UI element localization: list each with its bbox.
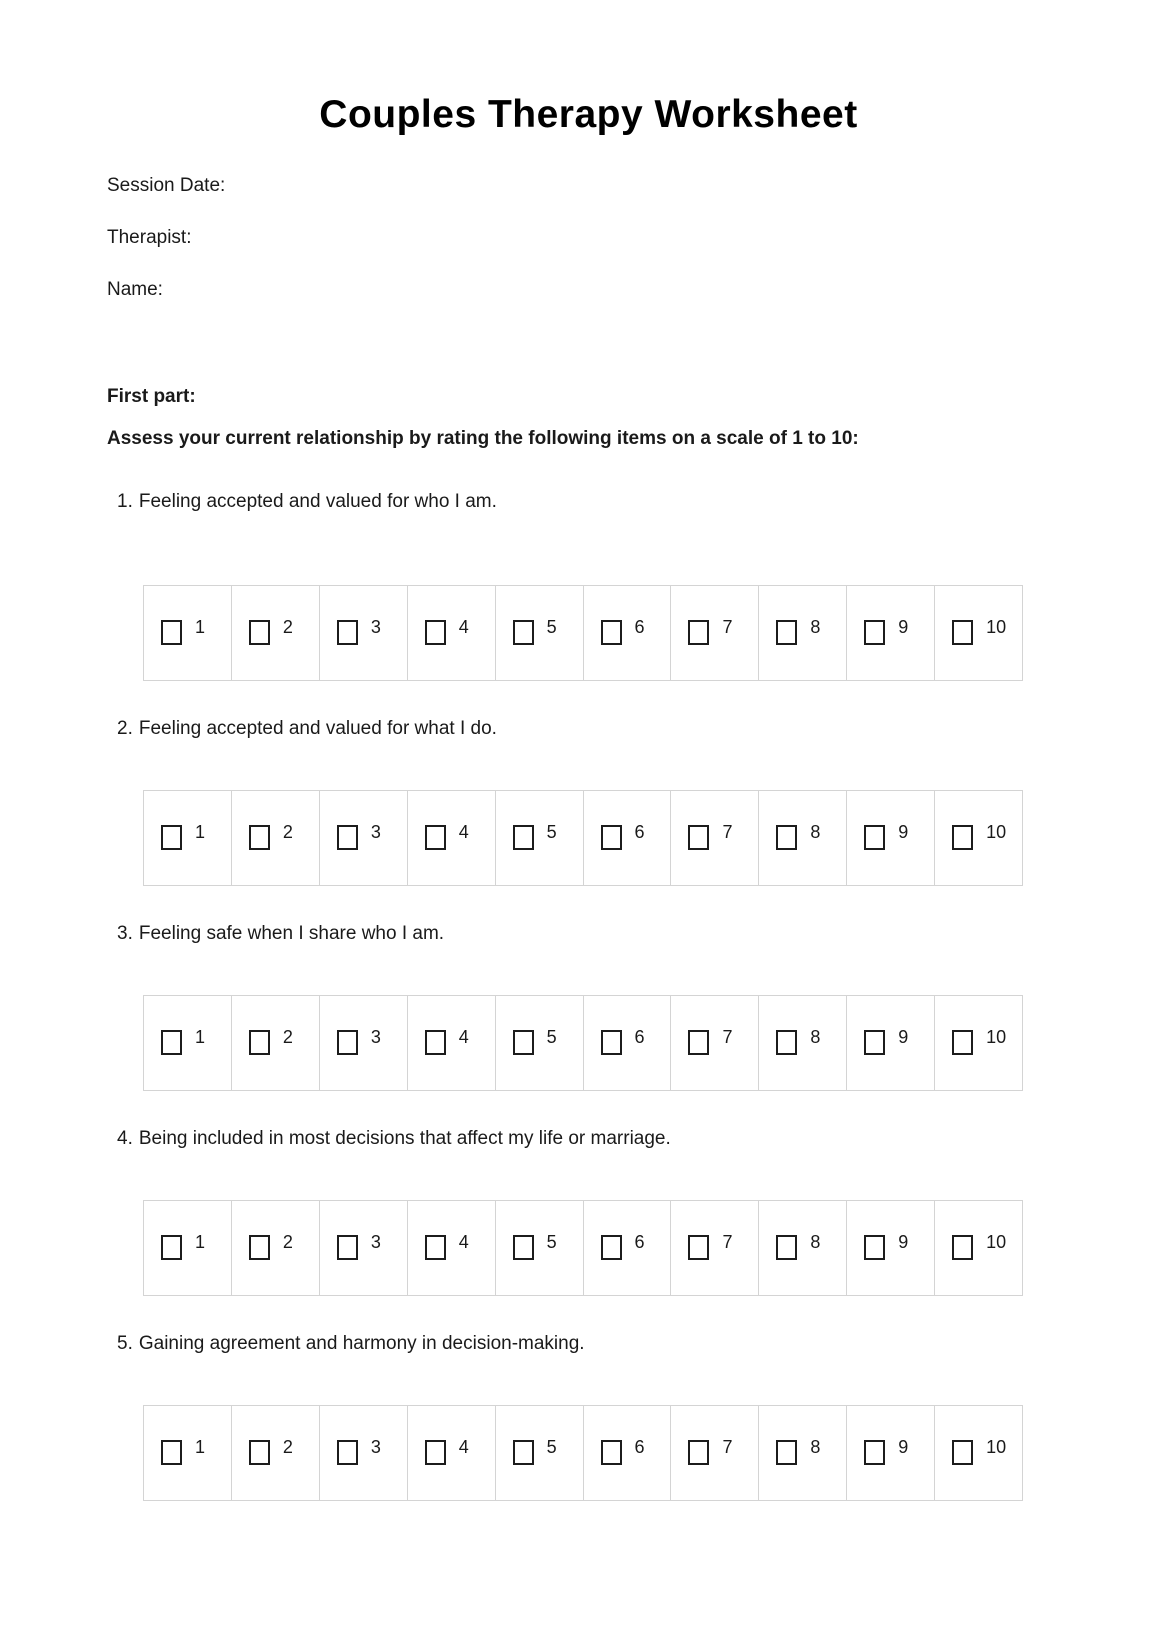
rating-value-label: 8 bbox=[810, 617, 821, 638]
section-instruction: Assess your current relationship by rating the following items on a scale of 1 to 10: bbox=[107, 427, 859, 449]
rating-cell bbox=[934, 1406, 1022, 1500]
rating-cell bbox=[934, 1201, 1022, 1295]
checkbox-icon[interactable] bbox=[864, 1030, 885, 1055]
rating-cell bbox=[407, 586, 495, 680]
checkbox-icon[interactable] bbox=[688, 620, 709, 645]
rating-cell bbox=[670, 996, 758, 1090]
rating-cell bbox=[758, 1406, 846, 1500]
item-number: 4. bbox=[117, 1127, 133, 1149]
page-title: Couples Therapy Worksheet bbox=[319, 93, 858, 136]
rating-cell bbox=[144, 1406, 231, 1500]
rating-cell bbox=[231, 586, 319, 680]
rating-value-label: 4 bbox=[458, 1027, 469, 1048]
rating-cell bbox=[231, 996, 319, 1090]
checkbox-icon[interactable] bbox=[337, 1440, 358, 1465]
item-text: Gaining agreement and harmony in decision-making. bbox=[138, 1332, 585, 1354]
rating-value-label: 2 bbox=[282, 1232, 293, 1253]
rating-cell bbox=[231, 791, 319, 885]
checkbox-icon[interactable] bbox=[601, 825, 622, 850]
rating-cell bbox=[144, 791, 231, 885]
item-number: 2. bbox=[117, 717, 133, 739]
rating-cell bbox=[934, 586, 1022, 680]
rating-item-label bbox=[107, 492, 1070, 511]
checkbox-icon[interactable] bbox=[425, 1440, 446, 1465]
checkbox-icon[interactable] bbox=[601, 1030, 622, 1055]
checkbox-icon[interactable] bbox=[249, 620, 270, 645]
checkbox-icon[interactable] bbox=[952, 1440, 973, 1465]
checkbox-icon[interactable] bbox=[864, 1235, 885, 1260]
rating-cell bbox=[144, 586, 231, 680]
rating-value-label: 2 bbox=[282, 1027, 293, 1048]
checkbox-icon[interactable] bbox=[688, 1235, 709, 1260]
rating-scale-table bbox=[143, 1200, 1023, 1296]
rating-cell bbox=[670, 586, 758, 680]
rating-value-label: 3 bbox=[370, 1437, 381, 1458]
meta-fields bbox=[107, 176, 1070, 299]
rating-item bbox=[107, 1129, 1070, 1296]
rating-value-label: 8 bbox=[810, 1437, 821, 1458]
rating-cell bbox=[319, 586, 407, 680]
checkbox-icon[interactable] bbox=[425, 1030, 446, 1055]
item-number: 5. bbox=[117, 1332, 133, 1354]
rating-value-label: 5 bbox=[546, 1027, 557, 1048]
rating-item-label bbox=[107, 1334, 1070, 1353]
checkbox-icon[interactable] bbox=[337, 825, 358, 850]
rating-scale-table bbox=[143, 790, 1023, 886]
rating-cell bbox=[144, 1201, 231, 1295]
checkbox-icon[interactable] bbox=[337, 620, 358, 645]
rating-value-label: 1 bbox=[195, 617, 206, 638]
rating-cell bbox=[319, 996, 407, 1090]
rating-item bbox=[107, 719, 1070, 886]
checkbox-icon[interactable] bbox=[601, 1440, 622, 1465]
rating-value-label: 10 bbox=[986, 822, 1007, 843]
rating-value-label: 1 bbox=[195, 822, 206, 843]
checkbox-icon[interactable] bbox=[952, 620, 973, 645]
rating-cell bbox=[583, 791, 671, 885]
checkbox-icon[interactable] bbox=[864, 825, 885, 850]
checkbox-icon[interactable] bbox=[161, 1030, 182, 1055]
rating-cell bbox=[495, 1406, 583, 1500]
rating-value-label: 9 bbox=[898, 1232, 909, 1253]
item-text: Being included in most decisions that affect my life or marriage. bbox=[138, 1127, 671, 1149]
rating-items bbox=[107, 492, 1070, 1501]
checkbox-icon[interactable] bbox=[952, 1235, 973, 1260]
rating-value-label: 10 bbox=[986, 1232, 1007, 1253]
rating-cell bbox=[407, 996, 495, 1090]
rating-value-label: 10 bbox=[986, 1027, 1007, 1048]
rating-cell bbox=[583, 1201, 671, 1295]
checkbox-icon[interactable] bbox=[601, 1235, 622, 1260]
checkbox-icon[interactable] bbox=[161, 825, 182, 850]
checkbox-icon[interactable] bbox=[161, 1235, 182, 1260]
rating-value-label: 8 bbox=[810, 1232, 821, 1253]
checkbox-icon[interactable] bbox=[864, 1440, 885, 1465]
checkbox-icon[interactable] bbox=[776, 825, 797, 850]
checkbox-icon[interactable] bbox=[776, 620, 797, 645]
rating-value-label: 4 bbox=[458, 617, 469, 638]
rating-cell bbox=[758, 791, 846, 885]
checkbox-icon[interactable] bbox=[337, 1235, 358, 1260]
rating-value-label: 4 bbox=[458, 822, 469, 843]
rating-value-label: 5 bbox=[546, 1232, 557, 1253]
rating-item-label bbox=[107, 1129, 1070, 1148]
checkbox-icon[interactable] bbox=[249, 825, 270, 850]
rating-value-label: 1 bbox=[195, 1027, 206, 1048]
rating-cell bbox=[846, 1201, 934, 1295]
item-text: Feeling accepted and valued for who I am. bbox=[138, 490, 497, 512]
rating-value-label: 1 bbox=[195, 1232, 206, 1253]
rating-item bbox=[107, 492, 1070, 681]
checkbox-icon[interactable] bbox=[425, 825, 446, 850]
checkbox-icon[interactable] bbox=[776, 1235, 797, 1260]
rating-value-label: 7 bbox=[722, 822, 733, 843]
rating-value-label: 5 bbox=[546, 1437, 557, 1458]
checkbox-icon[interactable] bbox=[161, 1440, 182, 1465]
rating-value-label: 2 bbox=[282, 617, 293, 638]
session-date-label: Session Date: bbox=[107, 174, 226, 196]
rating-value-label: 9 bbox=[898, 1437, 909, 1458]
rating-value-label: 8 bbox=[810, 822, 821, 843]
checkbox-icon[interactable] bbox=[688, 1440, 709, 1465]
name-label: Name: bbox=[107, 278, 163, 300]
rating-value-label: 3 bbox=[370, 1027, 381, 1048]
checkbox-icon[interactable] bbox=[513, 620, 534, 645]
item-text: Feeling safe when I share who I am. bbox=[138, 922, 445, 944]
checkbox-icon[interactable] bbox=[425, 1235, 446, 1260]
rating-cell bbox=[407, 791, 495, 885]
checkbox-icon[interactable] bbox=[952, 1030, 973, 1055]
checkbox-icon[interactable] bbox=[601, 620, 622, 645]
checkbox-icon[interactable] bbox=[952, 825, 973, 850]
checkbox-icon[interactable] bbox=[688, 825, 709, 850]
rating-value-label: 5 bbox=[546, 617, 557, 638]
rating-value-label: 6 bbox=[634, 822, 645, 843]
rating-value-label: 3 bbox=[370, 822, 381, 843]
rating-cell bbox=[934, 791, 1022, 885]
checkbox-icon[interactable] bbox=[249, 1030, 270, 1055]
checkbox-icon[interactable] bbox=[425, 620, 446, 645]
checkbox-icon[interactable] bbox=[161, 620, 182, 645]
rating-cell bbox=[407, 1406, 495, 1500]
rating-cell bbox=[758, 996, 846, 1090]
rating-cell bbox=[846, 791, 934, 885]
rating-value-label: 3 bbox=[370, 617, 381, 638]
rating-value-label: 4 bbox=[458, 1437, 469, 1458]
rating-cell bbox=[495, 1201, 583, 1295]
checkbox-icon[interactable] bbox=[513, 1235, 534, 1260]
rating-scale-table bbox=[143, 585, 1023, 681]
rating-item-label bbox=[107, 719, 1070, 738]
rating-cell bbox=[846, 586, 934, 680]
checkbox-icon[interactable] bbox=[776, 1030, 797, 1055]
rating-value-label: 9 bbox=[898, 822, 909, 843]
rating-value-label: 10 bbox=[986, 1437, 1007, 1458]
rating-item bbox=[107, 1334, 1070, 1501]
rating-cell bbox=[670, 1201, 758, 1295]
rating-cell bbox=[231, 1201, 319, 1295]
rating-item bbox=[107, 924, 1070, 1091]
rating-item-label bbox=[107, 924, 1070, 943]
rating-value-label: 6 bbox=[634, 617, 645, 638]
checkbox-icon[interactable] bbox=[688, 1030, 709, 1055]
rating-value-label: 4 bbox=[458, 1232, 469, 1253]
item-number: 1. bbox=[117, 490, 133, 512]
item-text: Feeling accepted and valued for what I do. bbox=[138, 717, 497, 739]
rating-cell bbox=[495, 586, 583, 680]
checkbox-icon[interactable] bbox=[776, 1440, 797, 1465]
checkbox-icon[interactable] bbox=[513, 1030, 534, 1055]
rating-value-label: 2 bbox=[282, 1437, 293, 1458]
rating-value-label: 7 bbox=[722, 617, 733, 638]
rating-value-label: 2 bbox=[282, 822, 293, 843]
rating-cell bbox=[758, 1201, 846, 1295]
checkbox-icon[interactable] bbox=[864, 620, 885, 645]
rating-cell bbox=[846, 996, 934, 1090]
rating-scale-table bbox=[143, 995, 1023, 1091]
rating-value-label: 6 bbox=[634, 1027, 645, 1048]
rating-value-label: 7 bbox=[722, 1027, 733, 1048]
rating-value-label: 9 bbox=[898, 617, 909, 638]
rating-cell bbox=[407, 1201, 495, 1295]
checkbox-icon[interactable] bbox=[513, 825, 534, 850]
rating-value-label: 7 bbox=[722, 1232, 733, 1253]
rating-cell bbox=[495, 996, 583, 1090]
rating-cell bbox=[934, 996, 1022, 1090]
rating-value-label: 3 bbox=[370, 1232, 381, 1253]
section-heading: First part: bbox=[107, 385, 196, 407]
rating-cell bbox=[583, 586, 671, 680]
therapist-label: Therapist: bbox=[107, 226, 192, 248]
checkbox-icon[interactable] bbox=[337, 1030, 358, 1055]
rating-value-label: 1 bbox=[195, 1437, 206, 1458]
rating-cell bbox=[144, 996, 231, 1090]
rating-cell bbox=[583, 1406, 671, 1500]
item-number: 3. bbox=[117, 922, 133, 944]
rating-value-label: 6 bbox=[634, 1232, 645, 1253]
checkbox-icon[interactable] bbox=[249, 1440, 270, 1465]
rating-cell bbox=[319, 1201, 407, 1295]
rating-value-label: 6 bbox=[634, 1437, 645, 1458]
rating-cell bbox=[670, 791, 758, 885]
rating-value-label: 9 bbox=[898, 1027, 909, 1048]
rating-cell bbox=[319, 1406, 407, 1500]
rating-value-label: 5 bbox=[546, 822, 557, 843]
rating-cell bbox=[319, 791, 407, 885]
rating-value-label: 7 bbox=[722, 1437, 733, 1458]
rating-value-label: 10 bbox=[986, 617, 1007, 638]
rating-cell bbox=[495, 791, 583, 885]
rating-value-label: 8 bbox=[810, 1027, 821, 1048]
rating-cell bbox=[231, 1406, 319, 1500]
checkbox-icon[interactable] bbox=[249, 1235, 270, 1260]
rating-cell bbox=[583, 996, 671, 1090]
rating-cell bbox=[670, 1406, 758, 1500]
rating-cell bbox=[846, 1406, 934, 1500]
rating-scale-table bbox=[143, 1405, 1023, 1501]
rating-cell bbox=[758, 586, 846, 680]
checkbox-icon[interactable] bbox=[513, 1440, 534, 1465]
